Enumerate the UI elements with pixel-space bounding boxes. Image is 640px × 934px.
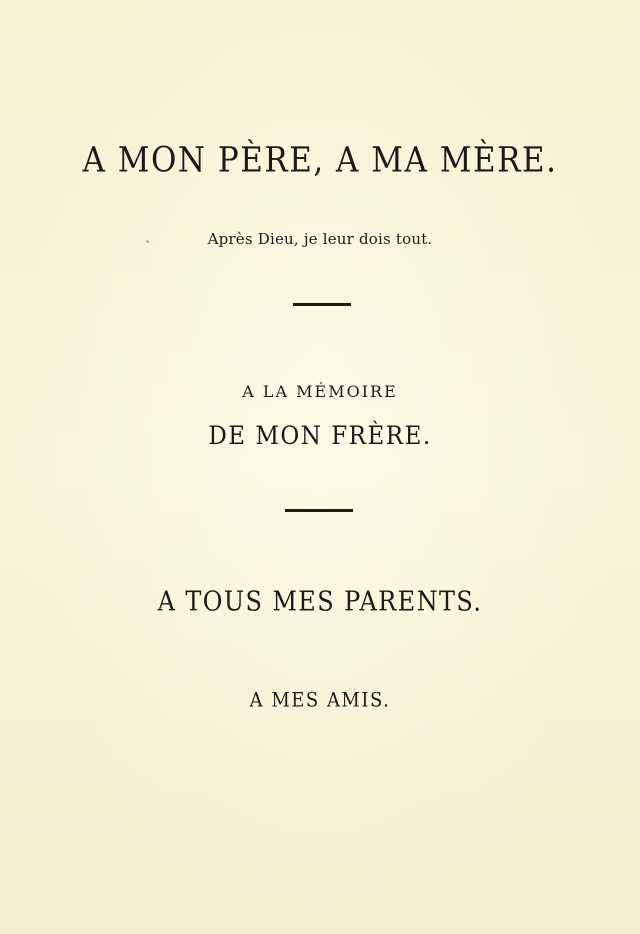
dedication-to-friends: A MES AMIS. bbox=[249, 689, 391, 713]
dedication-to-parents: A MON PÈRE, A MA MÈRE. bbox=[82, 140, 558, 181]
section-divider bbox=[293, 303, 351, 306]
dedication-memory-heading: A LA MÉMOIRE bbox=[242, 382, 398, 401]
dedication-to-brother: DE MON FRÈRE. bbox=[208, 422, 432, 451]
epigraph: Après Dieu, je leur dois tout. bbox=[207, 230, 433, 248]
section-divider bbox=[285, 509, 353, 512]
dedication-to-relatives: A TOUS MES PARENTS. bbox=[157, 586, 483, 618]
